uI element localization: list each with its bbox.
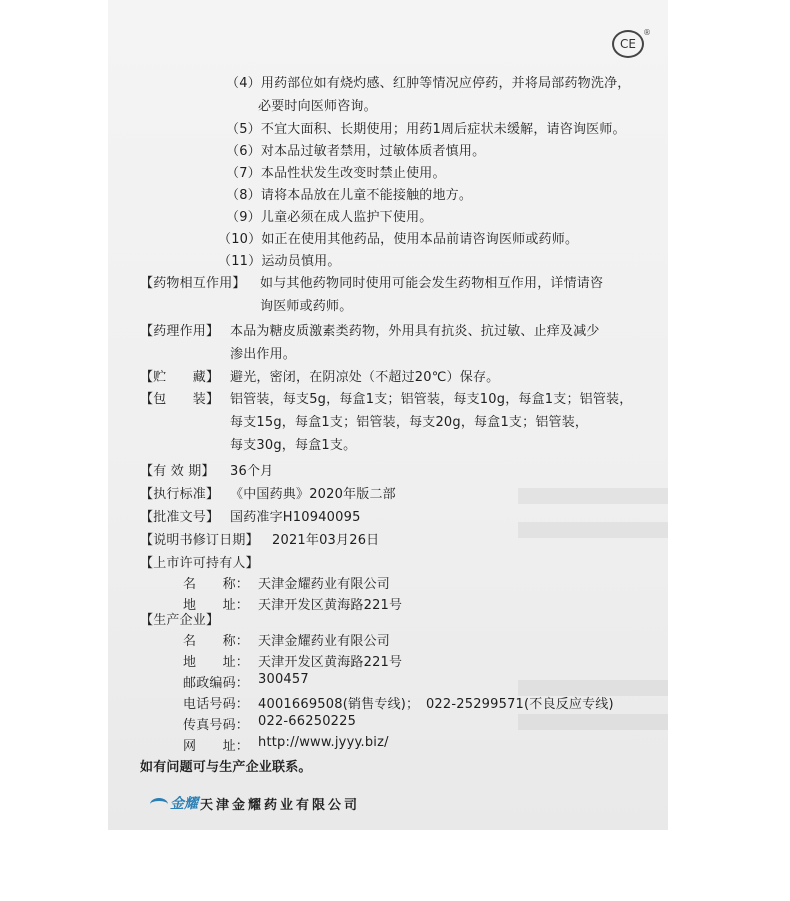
registered-mark: ®	[643, 28, 651, 37]
pharmacology-line2: 渗出作用。	[230, 347, 297, 362]
company-logo	[150, 793, 198, 813]
note-11: （11）运动员慎用。	[218, 254, 341, 269]
fax-value: 022-66250225	[258, 714, 357, 729]
note-5: （5）不宜大面积、长期使用；用药1周后症状未缓解，请咨询医师。	[226, 122, 626, 137]
validity-value: 36个月	[230, 464, 274, 479]
bird-icon	[150, 798, 168, 811]
holder-address: 天津开发区黄海路221号	[258, 598, 403, 613]
manufacturer-name-label: 名 称：	[183, 634, 250, 649]
note-7: （7）本品性状发生改变时禁止使用。	[226, 166, 446, 181]
website-value: http://www.jyyy.biz/	[258, 735, 389, 750]
pharmacology-line1: 本品为糖皮质激素类药物，外用具有抗炎、抗过敏、止痒及减少	[230, 324, 600, 339]
note-8: （8）请将本品放在儿童不能接触的地方。	[226, 188, 473, 203]
phone-value: 4001669508(销售专线)； 022-25299571(不良反应专线)	[258, 697, 614, 712]
validity-label: 【有 效 期】	[140, 464, 215, 479]
background-shadow	[518, 714, 668, 730]
standard-value: 《中国药典》2020年版二部	[230, 487, 396, 502]
package-line1: 铝管装，每支5g，每盒1支；铝管装，每支10g，每盒1支；铝管装，	[230, 392, 633, 407]
phone-label: 电话号码：	[183, 697, 250, 712]
note-10: （10）如正在使用其他药品，使用本品前请咨询医师或药师。	[218, 232, 579, 247]
package-label: 【包 装】	[140, 392, 220, 407]
holder-label: 【上市许可持有人】	[140, 556, 259, 571]
manufacturer-address: 天津开发区黄海路221号	[258, 655, 403, 670]
revision-label: 【说明书修订日期】	[140, 533, 259, 548]
holder-name-label: 名 称：	[183, 577, 250, 592]
package-line3: 每支30g，每盒1支。	[230, 438, 357, 453]
interaction-line2: 询医师或药师。	[260, 299, 353, 314]
interaction-line1: 如与其他药物同时使用可能会发生药物相互作用，详情请咨	[260, 276, 604, 291]
manufacturer-label: 【生产企业】	[140, 613, 220, 628]
manufacturer-name: 天津金耀药业有限公司	[258, 634, 391, 649]
approval-value: 国药准字H10940095	[230, 510, 361, 525]
revision-value: 2021年03月26日	[272, 533, 380, 548]
note-9: （9）儿童必须在成人监护下使用。	[226, 210, 433, 225]
footer-company-name: 天津金耀药业有限公司	[200, 798, 361, 813]
note-4-line1: （4）用药部位如有烧灼感、红肿等情况应停药，并将局部药物洗净，	[226, 76, 631, 91]
storage-label: 【贮 藏】	[140, 370, 220, 385]
brand-logo-icon: CE	[612, 30, 644, 58]
standard-label: 【执行标准】	[140, 487, 220, 502]
zip-value: 300457	[258, 672, 309, 687]
manufacturer-address-label: 地 址：	[183, 655, 250, 670]
website-label: 网 址：	[183, 739, 250, 754]
holder-name: 天津金耀药业有限公司	[258, 577, 391, 592]
fax-label: 传真号码：	[183, 718, 250, 733]
note-6: （6）对本品过敏者禁用，过敏体质者慎用。	[226, 144, 486, 159]
storage-value: 避光，密闭，在阴凉处（不超过20℃）保存。	[230, 370, 500, 385]
pharmacology-label: 【药理作用】	[140, 324, 220, 339]
background-shadow	[518, 522, 668, 538]
package-line2: 每支15g，每盒1支；铝管装，每支20g，每盒1支；铝管装，	[230, 415, 589, 430]
zip-label: 邮政编码：	[183, 676, 250, 691]
contact-note: 如有问题可与生产企业联系。	[140, 760, 312, 775]
approval-label: 【批准文号】	[140, 510, 220, 525]
holder-address-label: 地 址：	[183, 598, 250, 613]
background-shadow	[518, 488, 668, 504]
interaction-label: 【药物相互作用】	[140, 276, 246, 291]
logo-text: 金耀	[170, 796, 198, 812]
note-4-line2: 必要时向医师咨询。	[258, 99, 377, 114]
